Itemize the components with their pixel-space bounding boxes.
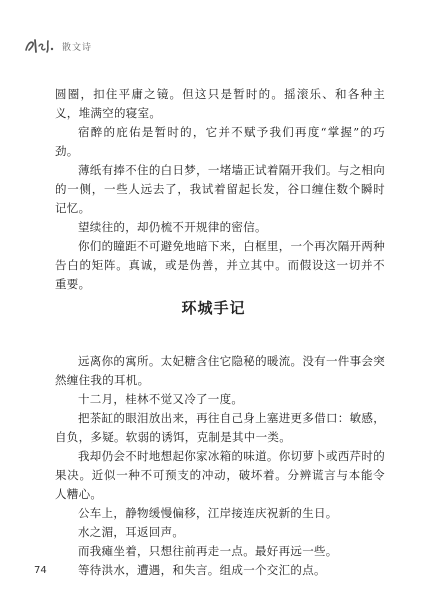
paragraph: 十二月，桂林不觉又冷了一度。 bbox=[78, 392, 244, 406]
paragraph: 望续往的，却仍梳不开规律的密信。 bbox=[78, 220, 267, 234]
header-title: 散文诗 bbox=[62, 42, 93, 53]
paragraph: 圆圈，扣住平庸之镜。但这只是暂时的。摇滚乐、和各种主义，堆满空的寝室。 bbox=[55, 87, 385, 120]
paragraph: 宿醉的庇佑是暂时的，它并不赋予我们再度“掌握”的巧劲。 bbox=[55, 125, 385, 158]
brush-logo-icon bbox=[24, 37, 58, 55]
paragraph: 水之湄，耳返回声。 bbox=[78, 525, 185, 539]
running-header bbox=[24, 36, 92, 56]
paragraph: 薄纸有捧不住的白日梦，一堵墙正试着隔开我们。与之相向的一侧，一些人远去了，我试着留起长发，谷口缠住数个瞬时记忆。 bbox=[55, 163, 385, 215]
section-one-body bbox=[55, 85, 385, 294]
paragraph: 把茶缸的眼泪放出来，再往自己身上塞进更多借口：敏感，自负，多疑。软弱的诱饵，克制是其中一类。 bbox=[55, 411, 385, 444]
page-number: 74 bbox=[34, 565, 47, 576]
section-two-body bbox=[55, 352, 385, 580]
paragraph: 公车上，静物缓慢偏移，江岸接连庆祝新的生日。 bbox=[78, 506, 338, 520]
paragraph: 远离你的寓所。太妃糖含住它隐秘的暖流。没有一件事会突然缠住我的耳机。 bbox=[55, 354, 385, 387]
section-heading: 环城手记 bbox=[181, 299, 246, 317]
paragraph: 我却仍会不时地想起你家冰箱的味道。你切萝卜或西芹时的果决。近似一种不可预支的冲动，破坏着。分辨谎言与本能令人糟心。 bbox=[55, 449, 385, 501]
paragraph: 你们的瞳距不可避免地暗下来，白框里，一个再次隔开两种告白的矩阵。真诚，或是伪善，并立其中。而假设这一切并不重要。 bbox=[55, 239, 385, 291]
paragraph: 等待洪水，遭遇，和失言。组成一个交汇的点。 bbox=[78, 563, 326, 577]
paragraph: 而我瘫坐着，只想往前再走一点。最好再远一些。 bbox=[78, 544, 338, 558]
